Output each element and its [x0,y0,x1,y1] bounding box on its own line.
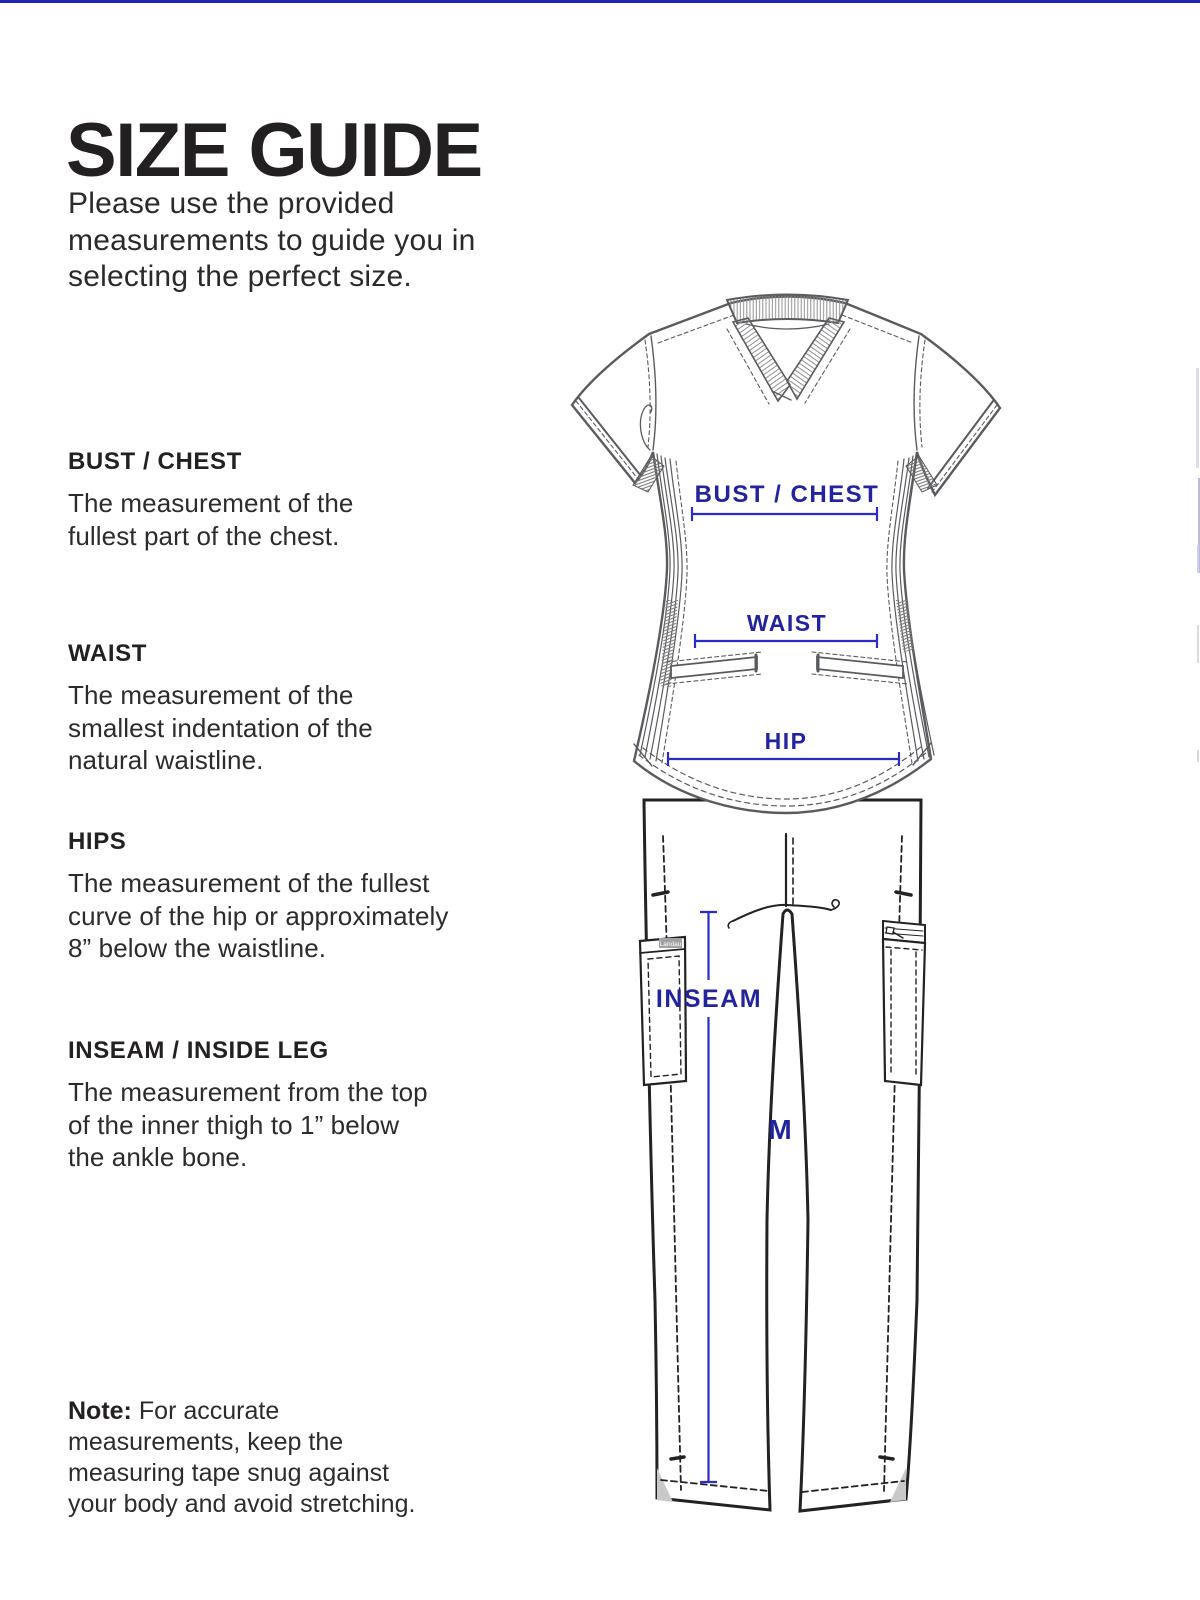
bust-label: BUST / CHEST [694,481,880,508]
note-text: Note: For accurate measurements, keep the measuring tape snug against your body and avoid stretching. [68,1397,416,1518]
zipper-pull [886,927,894,934]
section-body: The measurement of the fullest part of the chest. [68,488,354,551]
page-title: SIZE GUIDE [66,107,482,193]
size-label: M [768,1114,792,1145]
brand-label-text: Landau [659,941,682,948]
waist-label: WAIST [746,610,828,636]
section-heading: BUST / CHEST [68,448,242,475]
edge-artifact [1197,750,1199,762]
edge-artifact [1196,368,1199,468]
bartack [880,1457,893,1459]
section-body: The measurement from the top of the inner thigh to 1” below the ankle bone. [68,1077,428,1172]
edge-artifact [1197,545,1199,573]
intro-line: selecting the perfect size. [68,260,412,293]
section-body: The measurement of the smallest indentation of the natural waistline. [68,680,373,775]
intro-line: measurements to guide you in [68,223,476,257]
section-heading: INSEAM / INSIDE LEG [68,1037,329,1064]
section-heading: HIPS [68,828,127,855]
scrub-pants-illustration [640,800,925,1511]
pants-silhouette [644,800,921,1511]
hip-label: HIP [764,728,808,754]
section-heading: WAIST [68,640,147,667]
section-body: The measurement of the fullest curve of the hip or approximately 8” below the waistline. [68,868,449,963]
inseam-label: INSEAM [655,985,763,1013]
right-cargo-pocket [883,921,925,1085]
intro-line: Please use the provided [68,187,395,220]
edge-artifact [1197,625,1199,663]
bartack [671,1457,684,1459]
note-label: Note: [68,1397,132,1425]
bust-measure [692,481,879,521]
